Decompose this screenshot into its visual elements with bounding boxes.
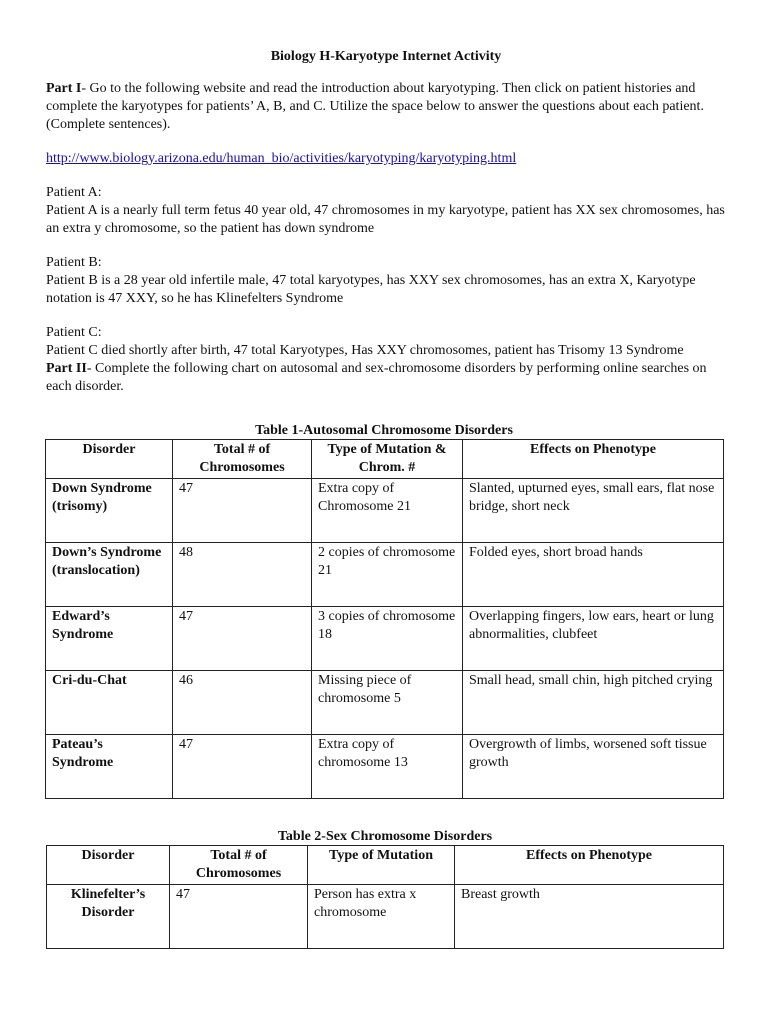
table2-caption: Table 2-Sex Chromosome Disorders xyxy=(277,829,493,844)
disorder-cell: Pateau’s Syndrome xyxy=(46,735,173,799)
part1-paragraph xyxy=(46,80,726,134)
disorder-cell: Down Syndrome (trisomy) xyxy=(46,479,173,543)
chromosome-count-cell: 47 xyxy=(173,607,312,671)
document-page xyxy=(46,48,726,396)
table1-header-cell: Total # of Chromosomes xyxy=(173,440,312,479)
mutation-cell: Person has extra x chromosome xyxy=(308,885,455,949)
patient-b-text: Patient B is a 28 year old infertile male, 47 total karyotypes, has XXY sex chromosomes, has an extra X, Karyotype notation is 47 XXY, so he has Klinefelters Syndrome xyxy=(46,273,696,306)
patient-a-heading: Patient A: xyxy=(46,185,102,200)
table2-header-row xyxy=(47,846,724,885)
table1-header-cell: Disorder xyxy=(46,440,173,479)
sex-chromosome-disorders-table xyxy=(46,845,724,949)
phenotype-cell: Small head, small chin, high pitched crying xyxy=(463,671,724,735)
table1-header-cell: Effects on Phenotype xyxy=(463,440,724,479)
disorder-cell: Edward’s Syndrome xyxy=(46,607,173,671)
table-row xyxy=(47,885,724,949)
autosomal-disorders-table xyxy=(45,439,724,799)
mutation-cell: 3 copies of chromosome 18 xyxy=(312,607,463,671)
chromosome-count-cell: 47 xyxy=(170,885,308,949)
phenotype-cell: Overgrowth of limbs, worsened soft tissue growth xyxy=(463,735,724,799)
table1-header-cell: Type of Mutation & Chrom. # xyxy=(312,440,463,479)
table2-header-cell: Total # of Chromosomes xyxy=(170,846,308,885)
disorder-cell: Cri-du-Chat xyxy=(46,671,173,735)
patient-a-text: Patient A is a nearly full term fetus 40 year old, 47 chromosomes in my karyotype, patient has XX sex chromosomes, has an extra y chromosome, so the patient has down syndrome xyxy=(46,203,725,236)
part1-text: - Go to the following website and read the introduction about karyotyping. Then click on patient histories and complete the karyotypes for patients’ A, B, and C. Utilize the space below to answer the questions about each patient. (Complete sentences). xyxy=(46,81,704,132)
document-title: Biology H-Karyotype Internet Activity xyxy=(270,49,502,64)
table2-header-cell: Disorder xyxy=(47,846,170,885)
table-row xyxy=(46,735,724,799)
karyotyping-link[interactable]: http://www.biology.arizona.edu/human_bio/activities/karyotyping/karyotyping.html xyxy=(46,151,517,166)
disorder-cell: Klinefelter’s Disorder xyxy=(47,885,170,949)
phenotype-cell: Overlapping fingers, low ears, heart or lung abnormalities, clubfeet xyxy=(463,607,724,671)
mutation-cell: Missing piece of chromosome 5 xyxy=(312,671,463,735)
patient-c-text: Patient C died shortly after birth, 47 total Karyotypes, Has XXY chromosomes, patient has Trisomy 13 Syndrome xyxy=(46,343,684,358)
part2-label: Part II xyxy=(46,361,87,376)
patient-b-heading: Patient B: xyxy=(46,255,102,270)
part2-paragraph xyxy=(46,360,726,396)
part1-label: Part I xyxy=(46,81,82,96)
link-paragraph xyxy=(46,150,726,168)
chromosome-count-cell: 48 xyxy=(173,543,312,607)
chromosome-count-cell: 47 xyxy=(173,735,312,799)
phenotype-cell: Breast growth xyxy=(455,885,724,949)
table-row xyxy=(46,543,724,607)
mutation-cell: Extra copy of Chromosome 21 xyxy=(312,479,463,543)
mutation-cell: 2 copies of chromosome 21 xyxy=(312,543,463,607)
part2-text: - Complete the following chart on autosomal and sex-chromosome disorders by performing online searches on each disorder. xyxy=(46,361,707,394)
table1-header-row xyxy=(46,440,724,479)
mutation-cell: Extra copy of chromosome 13 xyxy=(312,735,463,799)
chromosome-count-cell: 46 xyxy=(173,671,312,735)
patient-c-heading: Patient C: xyxy=(46,325,102,340)
table-row xyxy=(46,671,724,735)
table1-caption: Table 1-Autosomal Chromosome Disorders xyxy=(255,423,513,438)
chromosome-count-cell: 47 xyxy=(173,479,312,543)
disorder-cell: Down’s Syndrome (translocation) xyxy=(46,543,173,607)
table-row xyxy=(46,607,724,671)
phenotype-cell: Slanted, upturned eyes, small ears, flat nose bridge, short neck xyxy=(463,479,724,543)
phenotype-cell: Folded eyes, short broad hands xyxy=(463,543,724,607)
table2-header-cell: Effects on Phenotype xyxy=(455,846,724,885)
table-row xyxy=(46,479,724,543)
table2-header-cell: Type of Mutation xyxy=(308,846,455,885)
